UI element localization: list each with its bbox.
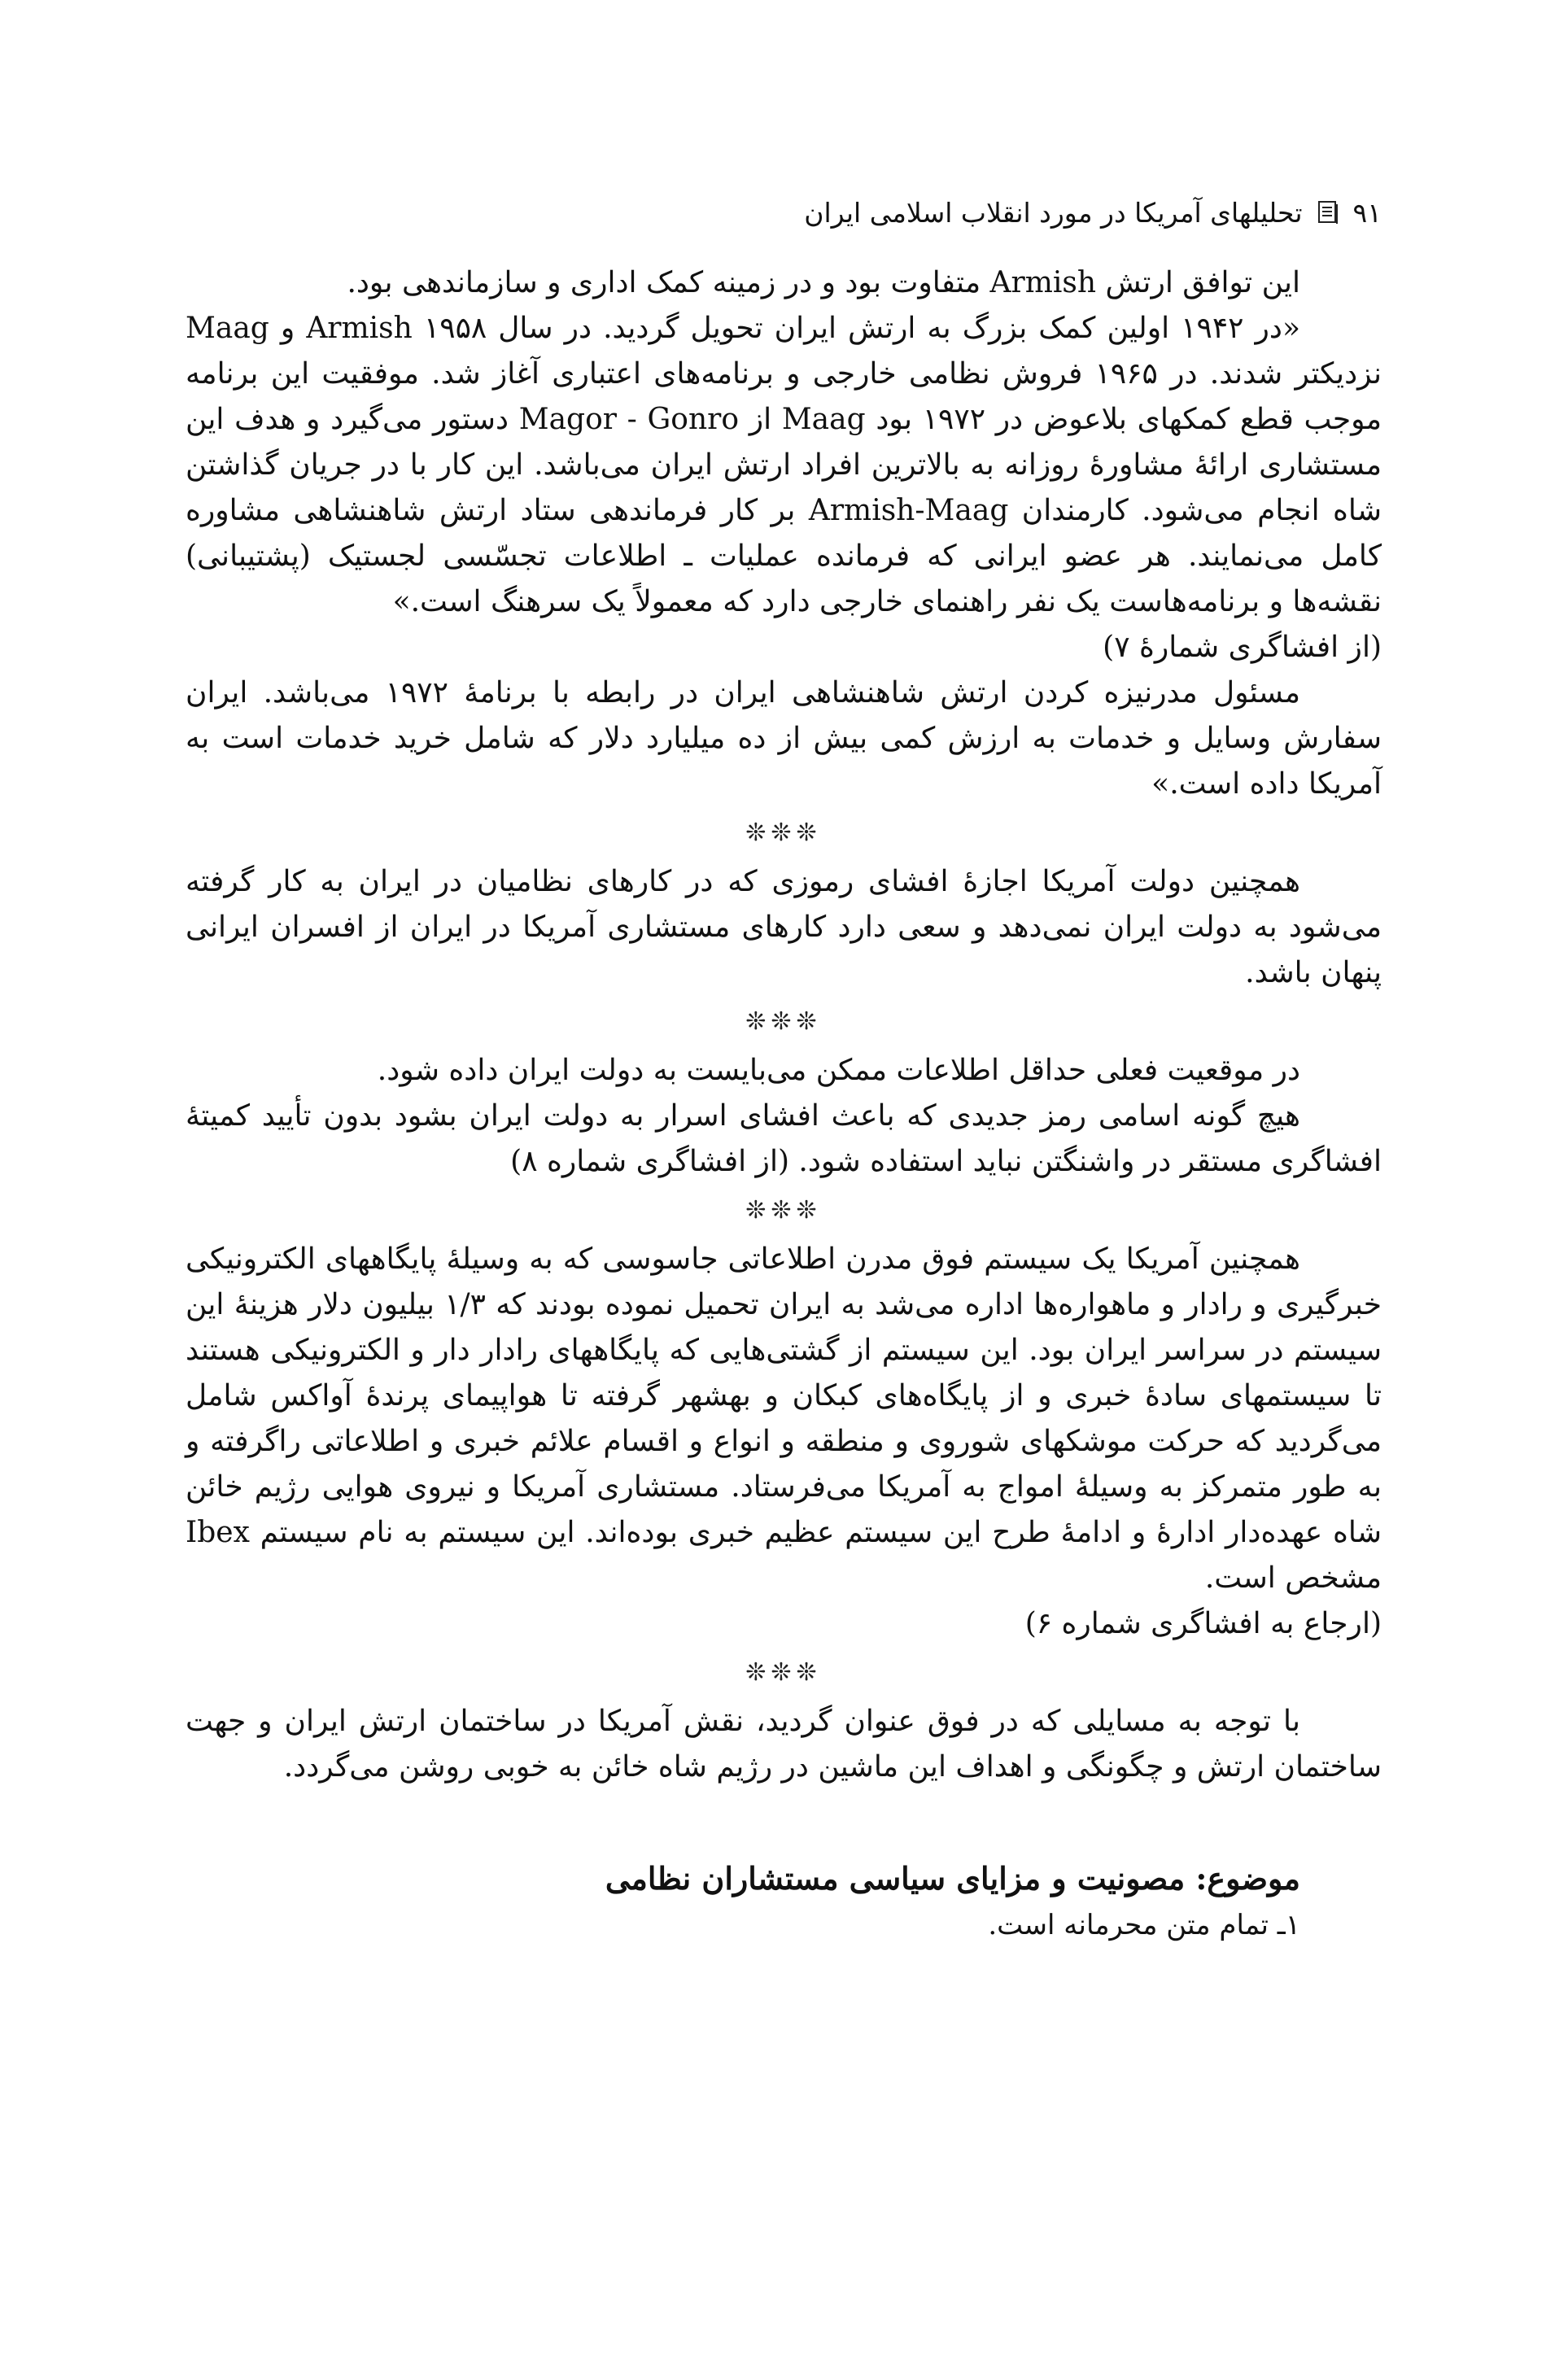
paragraph: با توجه به مسایلی که در فوق عنوان گردید، نقش آمریکا در ساختمان ارتش ایران و جهت ساختمان ارتش و چگونگی و اهداف این ماشین در رژیم شاه خائن به خوبی روشن می‌گردد. [186, 1705, 1382, 1784]
section-separator: ❊❊❊ [745, 1196, 822, 1225]
paragraph: مسئول مدرنیزه کردن ارتش شاهنشاهی ایران در رابطه با برنامهٔ ۱۹۷۲ می‌باشد. ایران سفارش وسایل و خدمات به ارزش کمی بیش از ده میلیارد دلار که شامل خرید خدمات است به آمریکا داده است.» [186, 676, 1382, 801]
subject-heading: موضوع: مصونیت و مزایای سیاسی مستشاران نظامی [605, 1860, 1300, 1897]
document-page [186, 184, 1382, 2267]
section-separator: ❊❊❊ [745, 819, 822, 847]
paragraph: همچنین آمریکا یک سیستم فوق مدرن اطلاعاتی جاسوسی که به وسیلهٔ پایگاههای الکترونیکی خبرگیری و رادار و ماهواره‌ها اداره می‌شد به ایران تحمیل نموده بودند که ۱/۳ بیلیون دلار هزینهٔ این سیستم در سراسر ایران بود. این سیستم از گشتی‌هایی که پایگاههای رادار دار و الکترونیکی هستند تا سیستمهای سادهٔ خبری و از پایگاه‌های کبکان و بهشهر گرفته تا هواپیمای پرندهٔ آواکس شامل می‌گردید که حرکت موشکهای شوروی و منطقه و انواع و اقسام علائم خبری و اطلاعاتی راگرفته و به طور متمرکز به وسیلهٔ امواج به آمریکا می‌فرستاد. مستشاری آمریکا و نیروی هوایی رژیم خائن شاه عهده‌دار ادارهٔ و ادامهٔ طرح این سیستم عظیم خبری بوده‌اند. این سیستم به نام سیستم Ibex مشخص است. [186, 1242, 1382, 1595]
running-header-title: تحلیلهای آمریکا در مورد انقلاب اسلامی ایران [804, 196, 1303, 229]
page-number: ۹۱ [1352, 196, 1382, 229]
source-citation: (از افشاگری شمارهٔ ۷) [1103, 631, 1382, 664]
body-text [186, 260, 1382, 1946]
paragraph: این توافق ارتش Armish متفاوت بود و در زمینه کمک اداری و سازماندهی بود. [347, 266, 1300, 299]
paragraph: «در ۱۹۴۲ اولین کمک بزرگ به ارتش ایران تحویل گردید. در سال ۱۹۵۸ Armish و Maag نزدیکتر شدند. در ۱۹۶۵ فروش نظامی خارجی و برنامه‌های اعتباری آغاز شد. موفقیت این برنامه موجب قطع کمکهای بلاعوض در ۱۹۷۲ بود Maag از Magor - Gonro دستور می‌گیرد و هدف این مستشاری ارائهٔ مشاورهٔ روزانه به بالاترین افراد ارتش ایران می‌باشد. این کار با در جریان گذاشتن شاه انجام می‌شود. کارمندان Armish-Maag بر کار فرماندهی ستاد ارتش شاهنشاهی مشاوره کامل می‌نمایند. هر عضو ایرانی که فرمانده عملیات ـ اطلاعات تجسّسی لجستیک (پشتیبانی) نقشه‌ها و برنامه‌هاست یک نفر راهنمای خارجی دارد که معمولاً یک سرهنگ است.» [186, 312, 1382, 618]
book-page-icon [1317, 200, 1339, 225]
source-citation: (ارجاع به افشاگری شماره ۶) [1024, 1607, 1382, 1640]
section-separator: ❊❊❊ [745, 1658, 822, 1687]
footnote: ۱ـ تمام متن محرمانه است. [988, 1909, 1300, 1941]
paragraph: هیچ گونه اسامی رمز جدیدی که باعث افشای اسرار به دولت ایران بشود بدون تأیید کمیتهٔ افشاگری مستقر در واشنگتن نباید استفاده شود. (از افشاگری شماره ۸) [186, 1099, 1382, 1178]
running-header [186, 184, 1382, 241]
paragraph: همچنین دولت آمریکا اجازهٔ افشای رموزی که در کارهای نظامیان در ایران به کار گرفته می‌شود به دولت ایران نمی‌دهد و سعی دارد کارهای مستشاری آمریکا در ایران از افسران ایرانی پنهان باشد. [186, 865, 1382, 989]
paragraph: در موقعیت فعلی حداقل اطلاعات ممکن می‌بایست به دولت ایران داده شود. [377, 1054, 1300, 1087]
section-separator: ❊❊❊ [745, 1007, 822, 1036]
